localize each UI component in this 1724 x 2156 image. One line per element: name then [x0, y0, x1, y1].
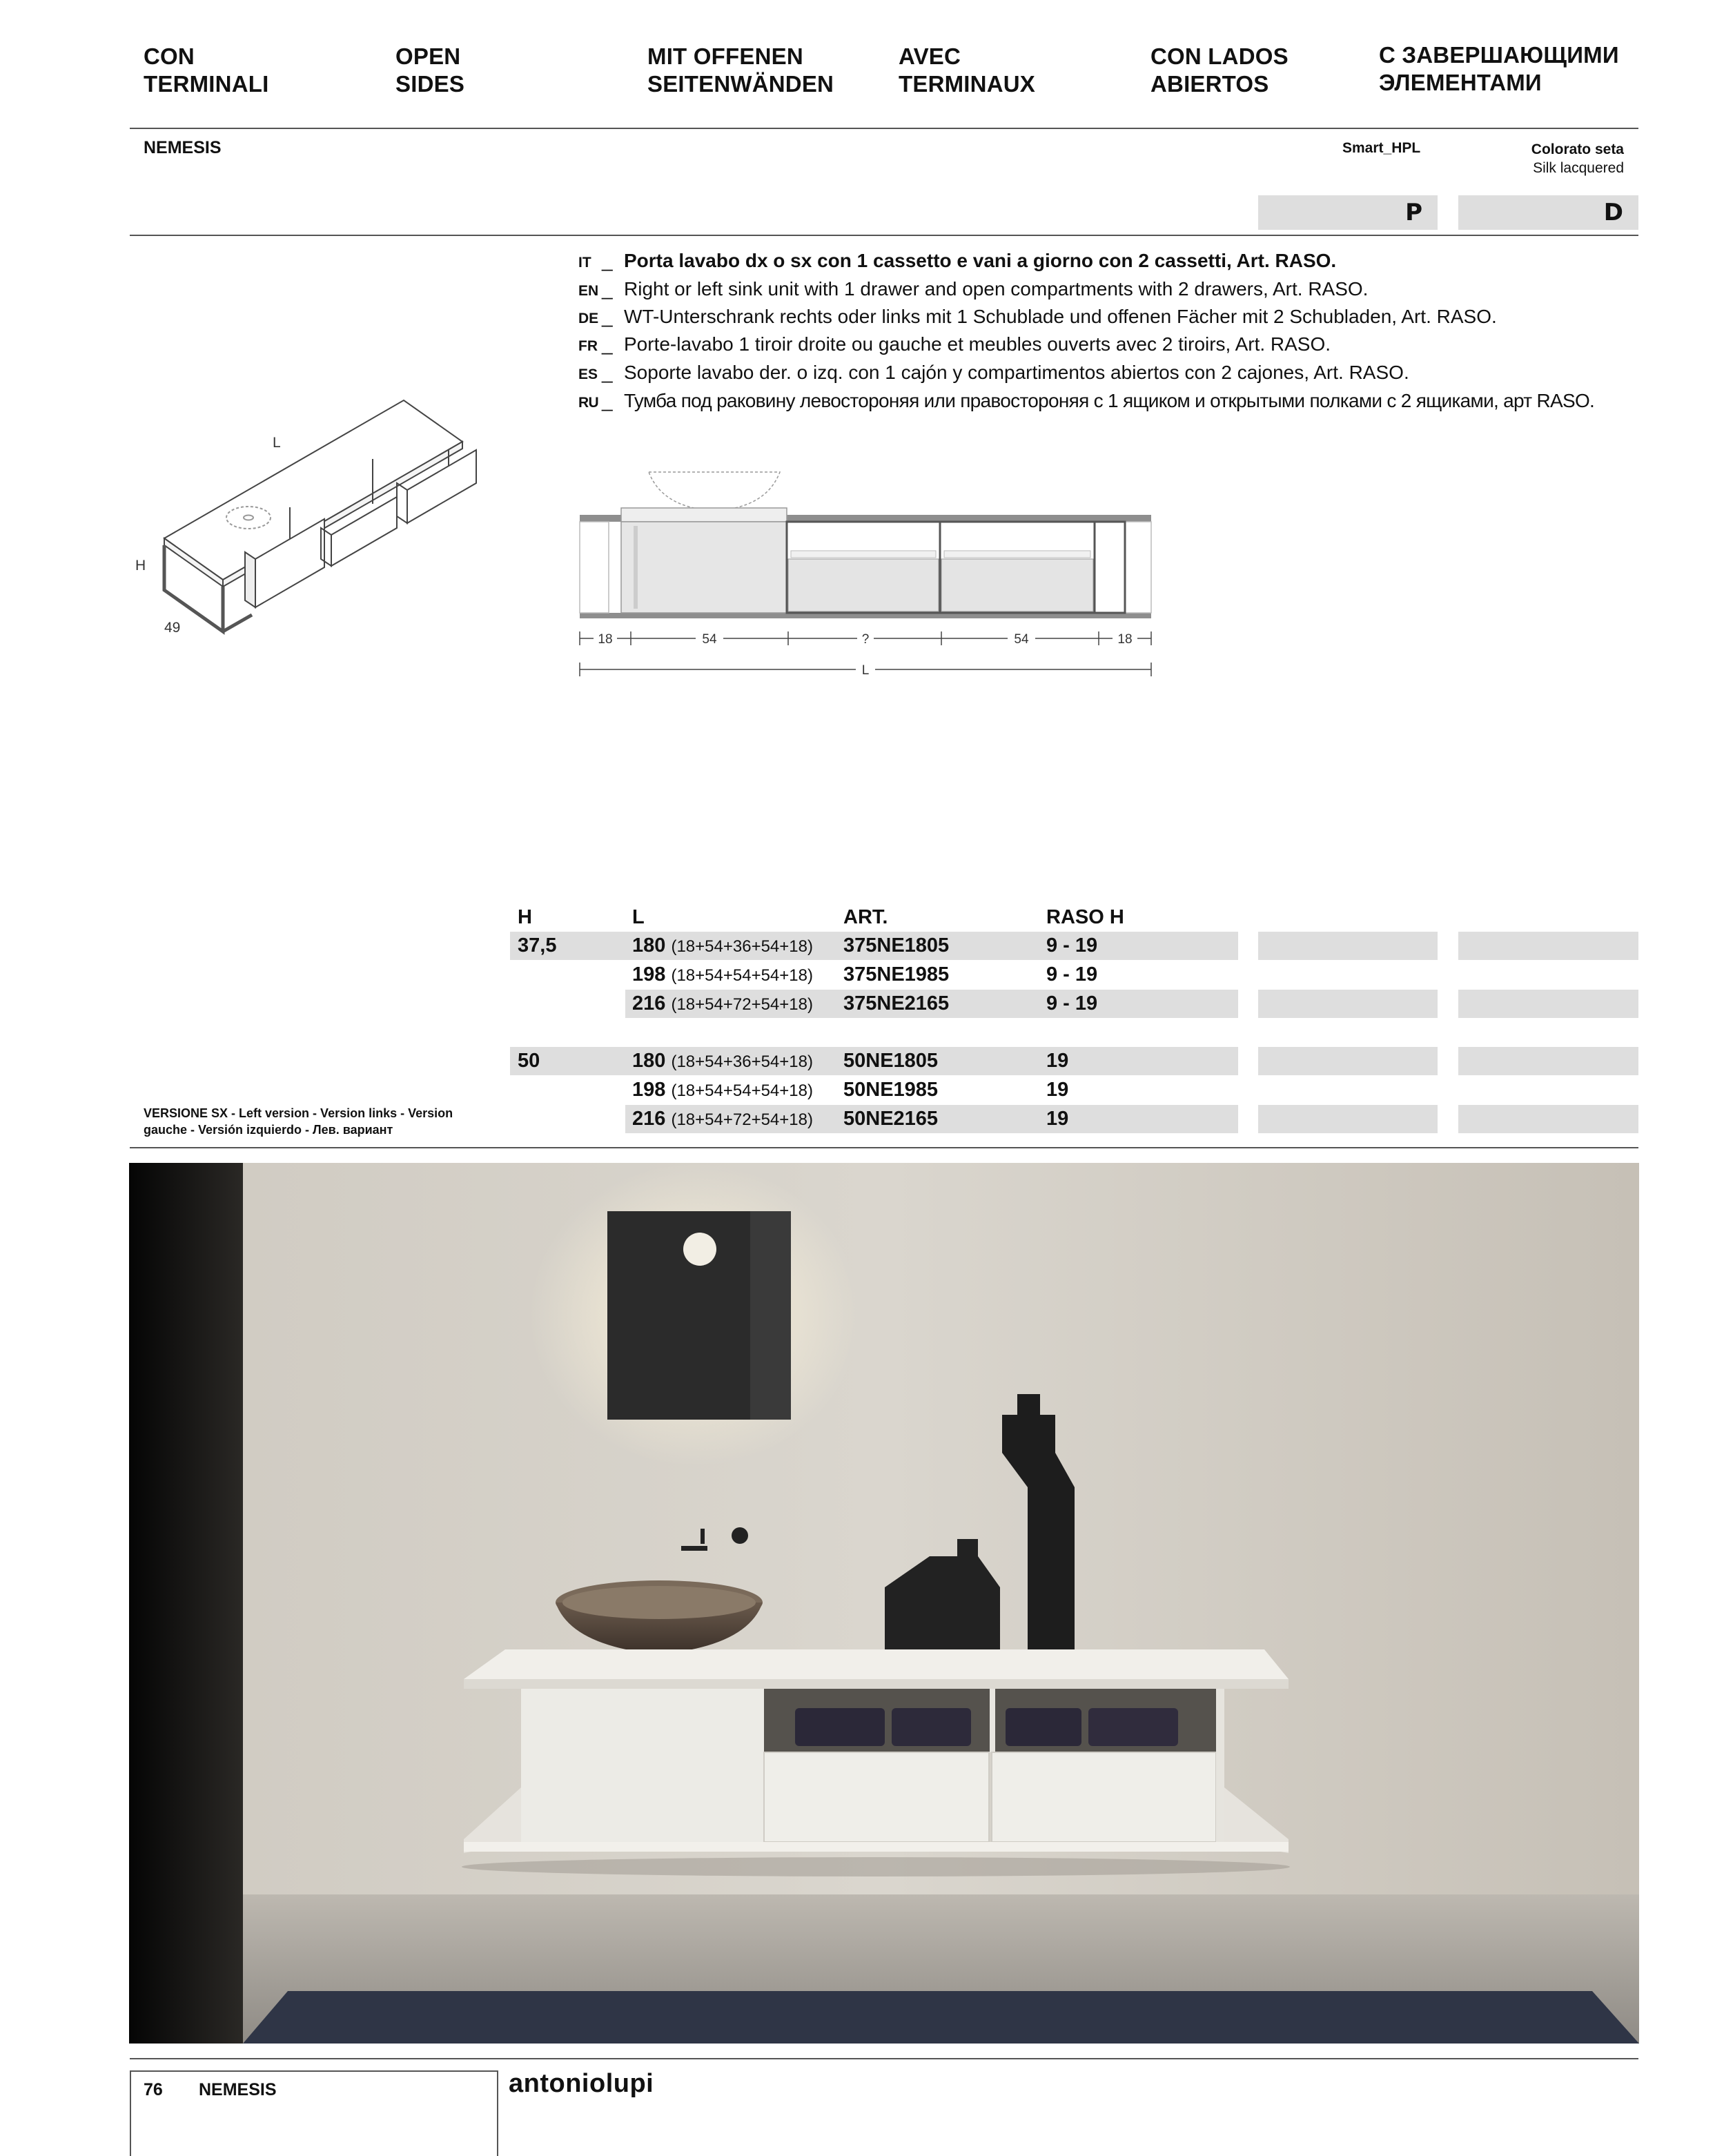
row-stripe	[1458, 1047, 1638, 1075]
col-header-raso: RASO H	[1046, 906, 1124, 928]
table-row	[632, 932, 813, 961]
page-number: 76	[144, 2080, 163, 2099]
photo-dark-column	[129, 1163, 243, 2044]
lang-code: FR	[578, 338, 598, 354]
cell-l: 180	[632, 1050, 666, 1072]
dim-total-label: L	[861, 663, 870, 678]
description-it: IT _ Porta lavabo dx o sx con 1 cassetto e vani a giorno con 2 cassetti, Art. RASO.	[578, 247, 1336, 277]
brand-logo: antoniolupi	[509, 2069, 654, 2098]
cell-l: 180	[632, 934, 666, 957]
row-stripe	[1458, 932, 1638, 960]
cell-l: 216	[632, 1108, 666, 1130]
cell-l: 198	[632, 963, 666, 986]
col-header-art: ART.	[843, 906, 888, 928]
cell-l: 198	[632, 1079, 666, 1101]
table-row	[632, 1076, 813, 1105]
dim-label: 18	[598, 632, 613, 647]
header-line: SEITENWÄNDEN	[647, 71, 834, 97]
col-header-l: L	[632, 906, 645, 928]
photo-drawer-left	[764, 1752, 989, 1842]
cell-raso: 9 - 19	[1046, 992, 1098, 1015]
row-stripe	[1258, 990, 1438, 1018]
description-text: WT-Unterschrank rechts oder links mit 1 Schublade und offenen Fächer mit 2 Schubladen, Art. RASO.	[624, 306, 1497, 327]
divider	[130, 2058, 1638, 2059]
photo-rug	[243, 1991, 1639, 2044]
description-de: DE _ WT-Unterschrank rechts oder links mit 1 Schublade und offenen Fächer mit 2 Schubladen, Art. RASO.	[578, 303, 1497, 333]
cell-art: 50NE1985	[843, 1079, 939, 1101]
header-es	[1150, 43, 1289, 98]
cell-raso: 9 - 19	[1046, 963, 1098, 986]
cell-h: 37,5	[518, 934, 557, 957]
description-fr: FR _ Porte-lavabo 1 tiroir droite ou gauche et meubles ouverts avec 2 tiroirs, Art. RASO.	[578, 331, 1331, 360]
front-sink-bowl	[649, 472, 780, 511]
iso-label-h: H	[135, 558, 146, 574]
description-es: ES _ Soporte lavabo der. o izq. con 1 cajón y compartimentos abiertos con 2 cajones, Art. RASO.	[578, 359, 1409, 389]
cell-art: 375NE1985	[843, 963, 950, 986]
finish-code: P	[1405, 199, 1422, 226]
finish-code-box-p	[1258, 195, 1438, 230]
cell-art: 50NE1805	[843, 1050, 939, 1072]
iso-label-l: L	[273, 435, 281, 451]
lang-code: EN	[578, 283, 599, 299]
description-en: EN _ Right or left sink unit with 1 drawer and open compartments with 2 drawers, Art. RASO.	[578, 275, 1368, 305]
header-line: MIT OFFENEN	[647, 43, 803, 69]
cell-l-detail: (18+54+54+54+18)	[671, 966, 813, 985]
footer-section: NEMESIS	[199, 2080, 277, 2099]
row-stripe	[1458, 990, 1638, 1018]
front-drawer-1	[788, 559, 939, 611]
front-elevation-drawing	[573, 462, 1166, 683]
product-photo	[129, 1163, 1639, 2044]
cell-raso: 19	[1046, 1079, 1069, 1101]
cell-raso: 9 - 19	[1046, 934, 1098, 957]
photo-countertop	[464, 1649, 1289, 1679]
isometric-drawing	[124, 386, 497, 649]
cell-l-detail: (18+54+72+54+18)	[671, 995, 813, 1014]
description-text: Porte-lavabo 1 tiroir droite ou gauche et meubles ouverts avec 2 tiroirs, Art. RASO.	[624, 333, 1331, 355]
front-sink-drawer	[621, 522, 787, 613]
description-text: Тумба под раковину левостороняя или правостороняя с 1 ящиком и открытыми полками с 2 ящиками, арт RASO.	[624, 390, 1595, 411]
dim-label: 54	[702, 632, 717, 647]
dim-label: 18	[1117, 632, 1133, 647]
row-stripe	[1458, 1105, 1638, 1133]
finish-code-box-d	[1458, 195, 1638, 230]
divider	[130, 235, 1638, 236]
dim-label: 54	[1014, 632, 1029, 647]
table-row	[632, 990, 813, 1019]
finish-silk-lacquered	[1449, 140, 1624, 177]
footer-box	[130, 2070, 498, 2156]
iso-sink	[226, 507, 271, 529]
header-line: OPEN	[395, 43, 461, 69]
header-de	[647, 43, 834, 98]
cell-l-detail: (18+54+36+54+18)	[671, 937, 813, 956]
iso-drawer-2	[331, 497, 397, 566]
iso-top-edge-left	[164, 538, 223, 587]
divider	[130, 1147, 1638, 1148]
header-en	[395, 43, 464, 98]
finish-title: Colorato seta	[1531, 141, 1624, 157]
header-line: ЭЛЕМЕНТАМИ	[1379, 70, 1542, 95]
description-text: Soporte lavabo der. o izq. con 1 cajón y compartimentos abiertos con 2 cajones, Art. RASO.	[624, 362, 1409, 383]
header-line: CON	[144, 43, 195, 69]
cell-l: 216	[632, 992, 666, 1015]
divider	[130, 128, 1638, 129]
product-name: NEMESIS	[144, 138, 222, 157]
table-row	[632, 1105, 813, 1134]
header-line: AVEC	[899, 43, 961, 69]
cell-l-detail: (18+54+36+54+18)	[671, 1052, 813, 1071]
header-line: TERMINAUX	[899, 71, 1035, 97]
cell-art: 375NE2165	[843, 992, 950, 1015]
table-row	[632, 961, 813, 990]
photo-faucet	[681, 1546, 707, 1551]
dim-label: ?	[861, 632, 870, 647]
finish-smart-hpl-title: Smart_HPL	[1342, 140, 1421, 156]
header-line: ABIERTOS	[1150, 71, 1269, 97]
table-row	[632, 1047, 813, 1076]
lang-code: DE	[578, 311, 599, 326]
header-line: С ЗАВЕРШАЮЩИМИ	[1379, 42, 1619, 68]
front-drawer-2	[941, 559, 1093, 611]
cell-art: 50NE2165	[843, 1108, 939, 1130]
cell-l-detail: (18+54+54+54+18)	[671, 1081, 813, 1100]
cell-l-detail: (18+54+72+54+18)	[671, 1110, 813, 1129]
header-line: CON LADOS	[1150, 43, 1289, 69]
finish-code: D	[1603, 199, 1623, 226]
description-ru: RU _ Тумба под раковину левостороняя или правостороняя с 1 ящиком и открытыми полками с 2 ящиками, арт RASO.	[578, 387, 1594, 417]
header-line: TERMINALI	[144, 71, 269, 97]
lang-code: ES	[578, 366, 598, 382]
row-stripe	[1258, 932, 1438, 960]
cell-h: 50	[518, 1050, 540, 1072]
photo-drawer-right	[992, 1752, 1216, 1842]
header-fr	[899, 43, 1035, 98]
cell-raso: 19	[1046, 1050, 1069, 1072]
version-note-line: VERSIONE SX - Left version - Version links - Version	[144, 1106, 453, 1120]
lang-code: RU	[578, 395, 598, 411]
description-text: Right or left sink unit with 1 drawer and open compartments with 2 drawers, Art. RASO.	[624, 278, 1369, 300]
lang-code: IT	[578, 255, 591, 271]
iso-label-depth: 49	[164, 620, 181, 636]
finish-subtitle: Silk lacquered	[1533, 160, 1624, 176]
header-line: SIDES	[395, 71, 465, 97]
iso-left-side	[164, 545, 223, 631]
cell-art: 375NE1805	[843, 934, 950, 957]
header-ru	[1379, 41, 1619, 97]
col-header-h: H	[518, 906, 532, 928]
photo-bottom-shelf	[464, 1842, 1289, 1852]
version-note-line: gauche - Versión izquierdo - Лев. вариант	[144, 1123, 393, 1137]
cell-raso: 19	[1046, 1108, 1069, 1130]
photo-lamp-reflection	[683, 1233, 716, 1266]
version-note	[144, 1105, 453, 1138]
photo-sink-unit	[521, 1689, 764, 1842]
row-stripe	[1258, 1105, 1438, 1133]
row-stripe	[1258, 1047, 1438, 1075]
header-it	[144, 43, 268, 98]
photo-towels	[795, 1708, 885, 1746]
description-text: Porta lavabo dx o sx con 1 cassetto e vani a giorno con 2 cassetti, Art. RASO.	[624, 250, 1337, 271]
